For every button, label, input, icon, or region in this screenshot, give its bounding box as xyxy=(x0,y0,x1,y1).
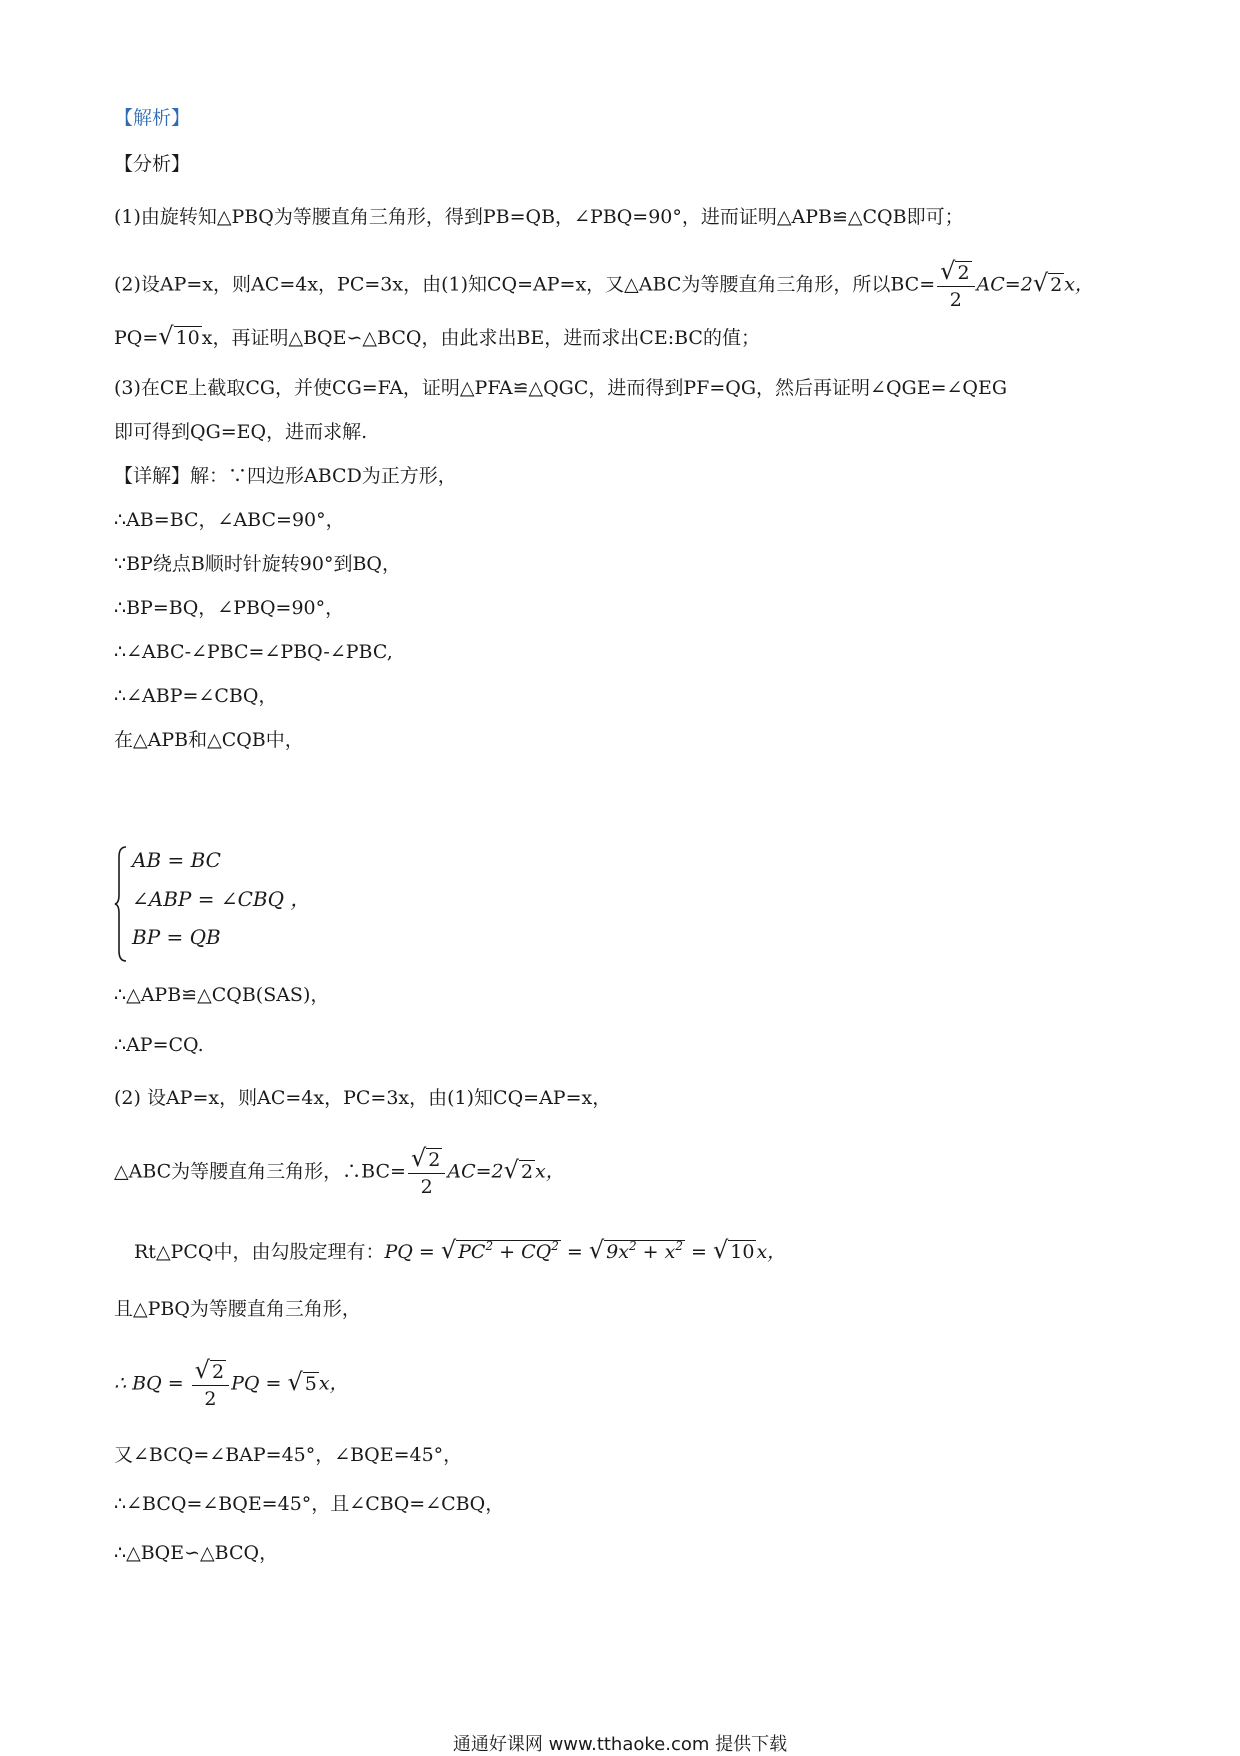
sqrt-9x2-x2: √ $9x^2 + x^2$ xyxy=(588,1236,683,1264)
fenxi-header: 【分析】 xyxy=(114,153,191,175)
analysis-p1: (1)由旋转知△PBQ为等腰直角三角形，得到PB=QB，∠PBQ=90°，进而证明△APB≌△CQB即可； xyxy=(114,206,964,228)
left-brace xyxy=(114,845,128,963)
detail-l6: ∴∠ABP=∠CBQ， xyxy=(114,685,278,707)
sqrt-10: √ 10 xyxy=(712,1236,755,1264)
detail-l4: ∴BP=BQ，∠PBQ=90°， xyxy=(114,597,345,619)
fraction-sqrt2-over-2: $\frac{√ 2}{2}$ xyxy=(192,1357,229,1412)
detail-l9: ∴AP=CQ. xyxy=(114,1034,204,1056)
analysis-p2b: PQ=√ 10 x，再证明△BQE∽△BCQ，由此求出BE，进而求出CE:BC的值； xyxy=(114,322,760,350)
detail-l13: 且△PBQ为等腰直角三角形， xyxy=(114,1298,361,1320)
detail-l8: ∴△APB≌△CQB(SAS)， xyxy=(114,984,330,1006)
detail-l15: 又∠BCQ=∠BAP=45°，∠BQE=45°， xyxy=(114,1444,463,1466)
analysis-p3b: 即可得到QG=EQ，进而求解. xyxy=(114,421,368,443)
detail-l11: △ABC为等腰直角三角形，∴BC= $\frac{√ 2}{2}$ AC=2√ 2 x， xyxy=(114,1144,565,1198)
detail-l2: ∴AB=BC，∠ABC=90°， xyxy=(114,509,345,531)
detail-l7: 在△APB和△CQB中， xyxy=(114,729,304,751)
detail-l10: (2) 设AP=x，则AC=4x，PC=3x，由(1)知CQ=AP=x， xyxy=(114,1087,612,1109)
detail-l14: ∴ BQ = $\frac{√ 2}{2}$ PQ = √ 5 x， xyxy=(114,1356,349,1410)
system-row-3: BP = QB xyxy=(132,925,221,949)
sqrt-5: √ 5 xyxy=(287,1367,317,1396)
sqrt-10: √ 10 xyxy=(158,322,200,350)
fraction-sqrt2-over-2: $\frac{√ 2}{2}$ xyxy=(937,258,974,313)
fraction-sqrt2-over-2: $\frac{√ 2}{2}$ xyxy=(408,1145,445,1200)
system-row-1: AB = BC xyxy=(132,848,221,872)
detail-l3: ∵BP绕点B顺时针旋转90°到BQ， xyxy=(114,553,402,575)
detail-l1: 【详解】解：∵四边形ABCD为正方形， xyxy=(114,465,457,487)
analysis-p3a: (3)在CE上截取CG，并使CG=FA，证明△PFA≌△QGC，进而得到PF=QG，然后再证明∠QGE=∠QEG xyxy=(114,377,1008,399)
detail-l16: ∴∠BCQ=∠BQE=45°，且∠CBQ=∠CBQ， xyxy=(114,1493,505,1515)
footer-credit: 通通好课网 www.tthaoke.com 提供下载 xyxy=(452,1734,788,1755)
system-row-2: ∠ABP = ∠CBQ ， xyxy=(132,887,311,911)
analysis-p2: (2)设AP=x，则AC=4x，PC=3x，由(1)知CQ=AP=x，又△ABC为等腰直角三角形，所以BC= $\frac{√ 2}{2}$ AC=2√ 2 x， xyxy=(114,257,1094,311)
sqrt-pc2-cq2: √ $PC^2 + CQ^2$ xyxy=(440,1236,559,1264)
detail-l12: Rt△PCQ中，由勾股定理有：PQ = √ $PC^2 + CQ^2$ = √ $9x^2 + x^2$ = √ 10 x， xyxy=(134,1236,787,1264)
detail-l5: ∴∠ABC-∠PBC=∠PBQ-∠PBC, xyxy=(114,641,393,663)
sqrt-2: √ 2 xyxy=(503,1155,534,1184)
jiexi-header: 【解析】 xyxy=(114,107,191,129)
sqrt-2: √ 2 xyxy=(1032,268,1063,297)
detail-l17: ∴△BQE∽△BCQ， xyxy=(114,1542,279,1564)
